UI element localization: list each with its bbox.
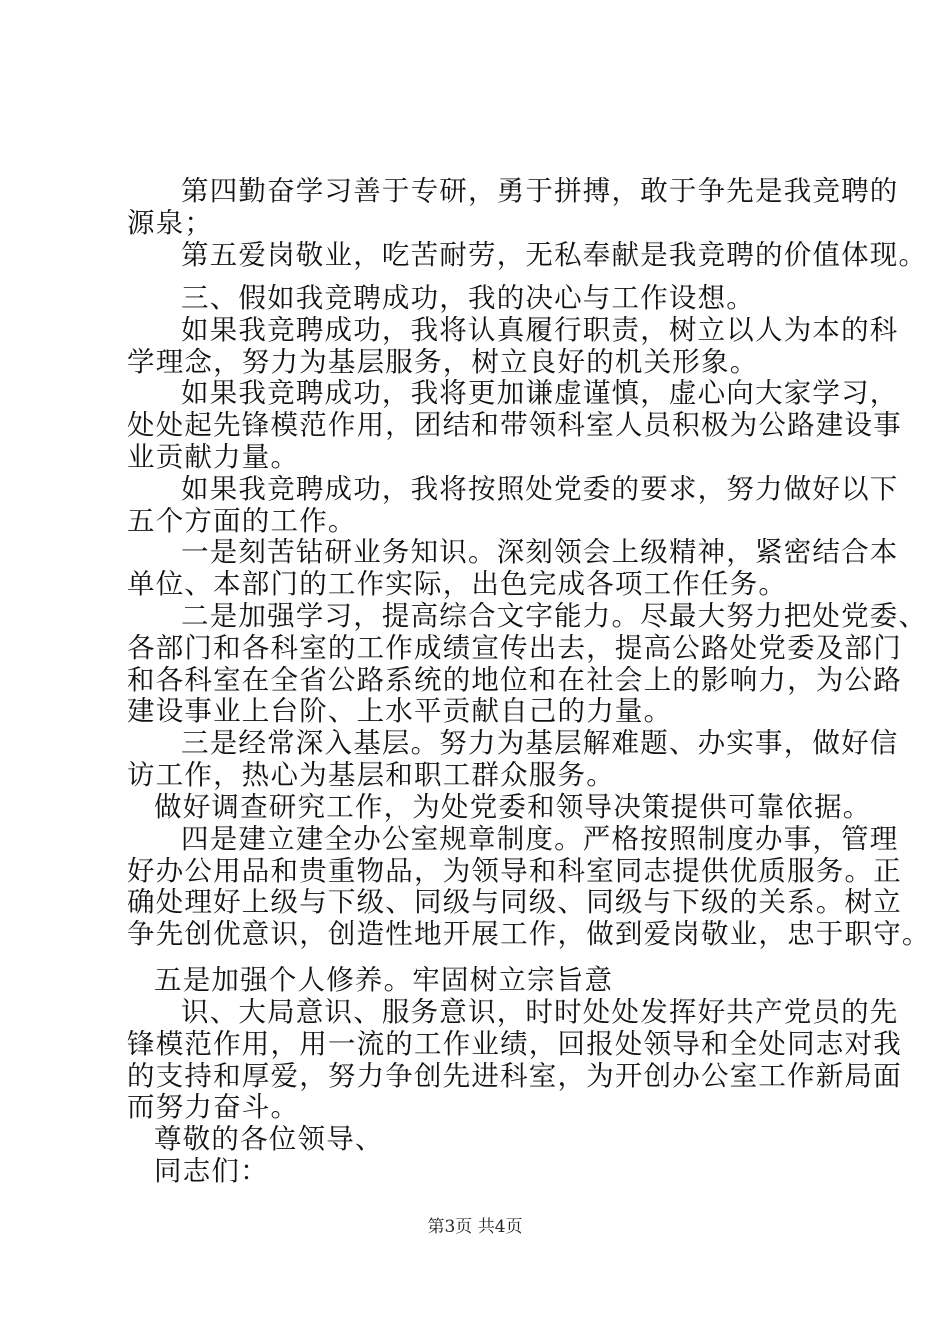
text-line: 的支持和厚爱，努力争创先进科室，为开创办公室工作新局面 (127, 1060, 902, 1092)
text-line: 各部门和各科室的工作成绩宣传出去，提高公路处党委及部门 (127, 632, 902, 664)
text-line: 五是加强个人修养。牢固树立宗旨意 (154, 964, 614, 996)
text-line: 如果我竞聘成功，我将更加谦虚谨慎，虚心向大家学习， (181, 377, 899, 409)
text-line: 四是建立建全办公室规章制度。严格按照制度办事，管理 (181, 823, 899, 855)
text-line: 访工作，热心为基层和职工群众服务。 (127, 759, 615, 791)
text-line: 单位、本部门的工作实际，出色完成各项工作任务。 (127, 568, 788, 600)
text-line: 锋模范作用，用一流的工作业绩，回报处领导和全处同志对我 (127, 1028, 902, 1060)
text-line: 而努力奋斗。 (127, 1091, 300, 1123)
text-line: 争先创优意识，创造性地开展工作，做到爱岗敬业，忠于职守。 (127, 918, 931, 950)
text-line: 如果我竞聘成功，我将按照处党委的要求，努力做好以下 (181, 473, 899, 505)
text-line: 五个方面的工作。 (127, 505, 357, 537)
text-line: 学理念，努力为基层服务，树立良好的机关形象。 (127, 346, 759, 378)
text-line: 业贡献力量。 (127, 441, 300, 473)
text-line: 建设事业上台阶、上水平贡献自己的力量。 (127, 695, 673, 727)
salutation-line: 尊敬的各位领导、 (154, 1123, 384, 1155)
text-line: 和各科室在全省公路系统的地位和在社会上的影响力，为公路 (127, 664, 902, 696)
section-heading: 三、假如我竞聘成功，我的决心与工作设想。 (181, 282, 755, 314)
text-line: 二是加强学习，提高综合文字能力。尽最大努力把处党委、 (181, 600, 928, 632)
text-line: 确处理好上级与下级、同级与同级、同级与下级的关系。树立 (127, 886, 902, 918)
page-number-footer: 第3页 共4页 (427, 1217, 523, 1237)
text-line: 如果我竞聘成功，我将认真履行职责，树立以人为本的科 (181, 314, 899, 346)
text-line: 识、大局意识、服务意识，时时处处发挥好共产党员的先 (181, 996, 899, 1028)
text-line: 第五爱岗敬业，吃苦耐劳，无私奉献是我竞聘的价值体现。 (181, 239, 928, 271)
salutation-line: 同志们： (154, 1155, 269, 1187)
text-line: 处处起先锋模范作用，团结和带领科室人员积极为公路建设事 (127, 409, 902, 441)
text-line: 一是刻苦钻研业务知识。深刻领会上级精神，紧密结合本 (181, 536, 899, 568)
text-line: 做好调查研究工作，为处党委和领导决策提供可靠依据。 (154, 791, 872, 823)
text-line: 好办公用品和贵重物品，为领导和科室同志提供优质服务。正 (127, 855, 902, 887)
text-line: 三是经常深入基层。努力为基层解难题、办实事，做好信 (181, 727, 899, 759)
text-line: 第四勤奋学习善于专研，勇于拼搏，敢于争先是我竞聘的 (181, 175, 899, 207)
text-line: 源泉； (127, 207, 214, 239)
